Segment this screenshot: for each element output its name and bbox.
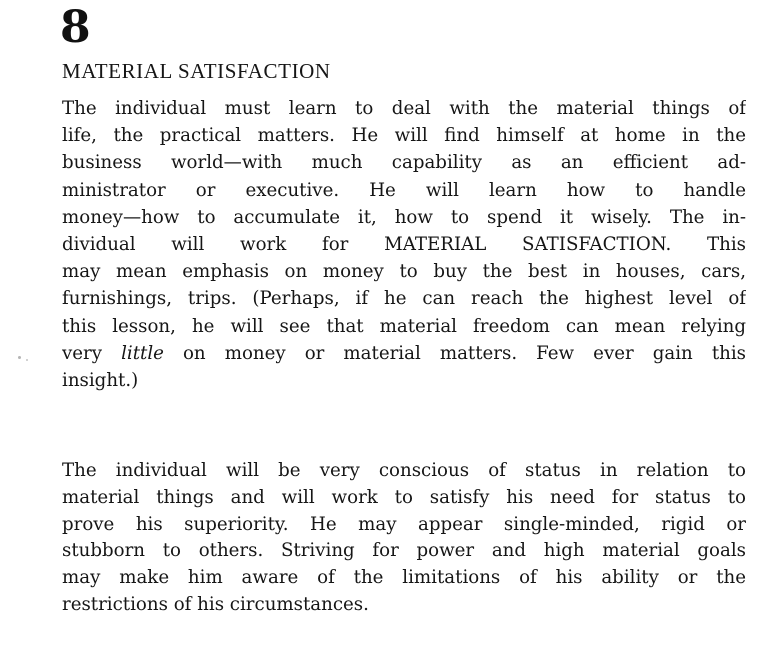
text-line: ministrator or executive. He will learn how to handle: [62, 179, 746, 201]
text-line: furnishings, trips. (Perhaps, if he can reach the highest level of: [62, 288, 746, 310]
chapter-title: MATERIAL SATISFACTION: [62, 59, 331, 83]
paragraph-2: [62, 458, 746, 619]
text-line: material things and will work to satisfy his need for status to: [62, 486, 746, 508]
text-line: dividual will work for MATERIAL SATISFACTION. This: [62, 233, 746, 255]
text-line: The individual will be very conscious of status in relation to: [62, 460, 746, 481]
text-line: restrictions of his circumstances.: [62, 593, 369, 615]
text-line: money—how to accumulate it, how to spend it wisely. The in-: [62, 206, 746, 228]
text-run: on money or material matters. Few ever gain this: [163, 342, 746, 364]
text-line: may mean emphasis on money to buy the best in houses, cars,: [62, 261, 746, 283]
text-line: this lesson, he will see that material freedom can mean relying: [62, 315, 746, 337]
paragraph-1: [62, 95, 746, 394]
text-line: business world—with much capability as an efficient ad-: [62, 152, 746, 174]
text-line: The individual must learn to deal with the material things of: [62, 98, 746, 119]
chapter-number: 8: [60, 2, 91, 53]
text-line-mixed: [62, 340, 746, 367]
text-run: very: [62, 342, 122, 364]
text-line: life, the practical matters. He will find himself at home in the: [62, 125, 746, 147]
text-line: may make him aware of the limitations of his ability or the: [62, 567, 746, 589]
scan-speck: [26, 359, 28, 361]
text-line: prove his superiority. He may appear single-minded, rigid or: [62, 513, 746, 535]
italic-emphasis: little: [121, 342, 164, 364]
text-line: stubborn to others. Striving for power and high material goals: [62, 540, 746, 562]
text-line: insight.): [62, 369, 139, 391]
scan-speck: [18, 356, 21, 359]
